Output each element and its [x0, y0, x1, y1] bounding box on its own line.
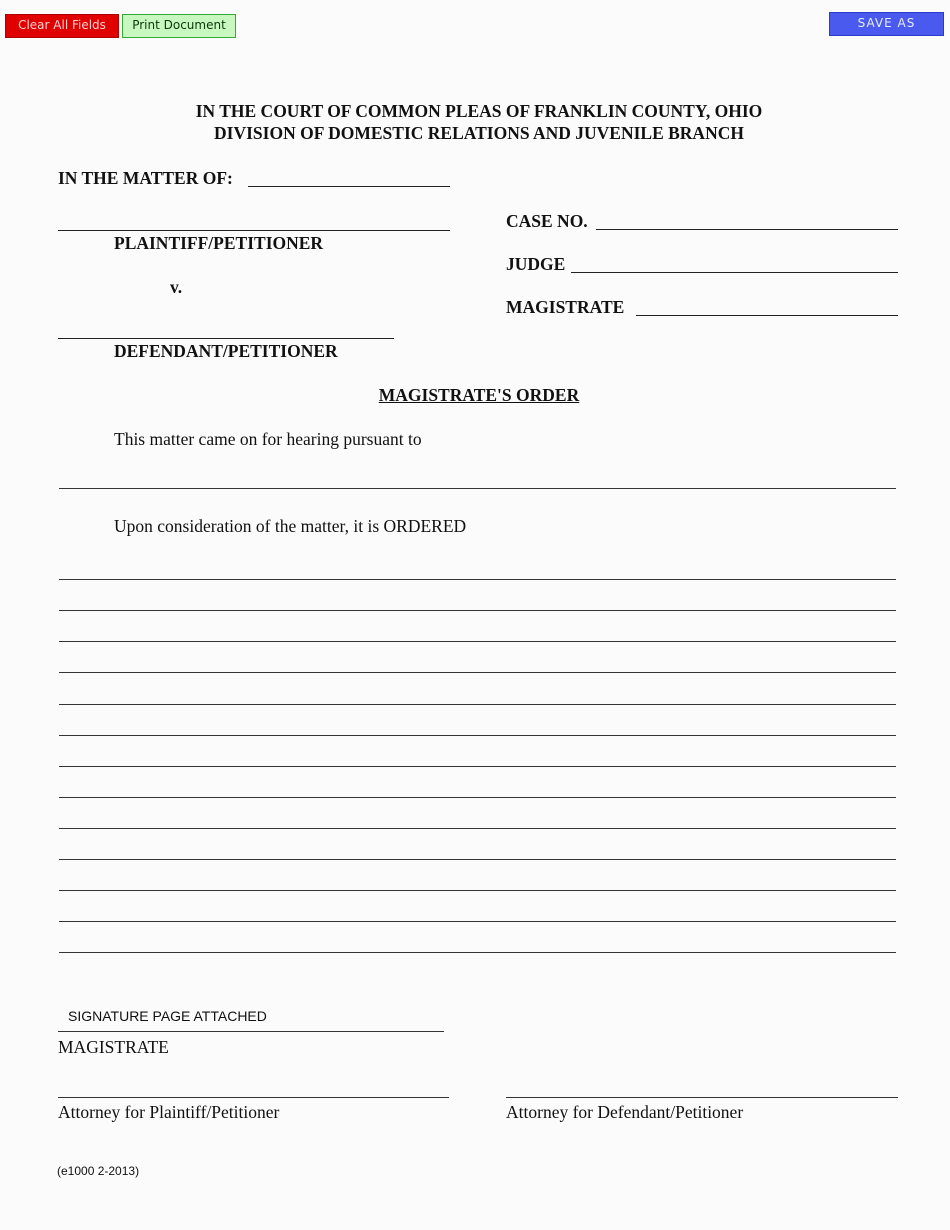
order-line	[59, 890, 896, 891]
judge-input[interactable]	[573, 254, 896, 272]
plaintiff-input[interactable]	[60, 212, 448, 230]
attorney-plaintiff-line	[58, 1097, 449, 1098]
order-line	[59, 704, 896, 705]
order-line	[59, 766, 896, 767]
case-no-input[interactable]	[598, 211, 896, 229]
attorney-plaintiff-label: Attorney for Plaintiff/Petitioner	[58, 1102, 280, 1122]
print-document-button[interactable]: Print Document	[122, 14, 236, 38]
form-code: (e1000 2-2013)	[57, 1164, 140, 1178]
order-line	[59, 735, 896, 736]
case-no-line	[596, 229, 898, 230]
order-line	[59, 921, 896, 922]
court-title: IN THE COURT OF COMMON PLEAS OF FRANKLIN COUNTY, OHIO	[195, 101, 763, 121]
defendant-line	[58, 338, 394, 339]
order-line	[59, 672, 896, 673]
order-line	[59, 859, 896, 860]
ordered-text: Upon consideration of the matter, it is ORDERED	[114, 516, 467, 536]
defendant-label: DEFENDANT/PETITIONER	[114, 341, 338, 361]
defendant-input[interactable]	[60, 320, 392, 338]
attorney-plaintiff-input[interactable]	[60, 1079, 446, 1097]
magistrate-line	[636, 315, 898, 316]
order-line	[59, 797, 896, 798]
attorney-defendant-label: Attorney for Defendant/Petitioner	[506, 1102, 744, 1122]
signature-note: SIGNATURE PAGE ATTACHED	[68, 1008, 267, 1024]
division-title: DIVISION OF DOMESTIC RELATIONS AND JUVENILE BRANCH	[214, 123, 744, 143]
case-no-label: CASE NO.	[506, 211, 588, 231]
order-line	[59, 579, 896, 580]
order-line	[59, 952, 896, 953]
save-as-button[interactable]: SAVE AS	[829, 12, 944, 36]
attorney-defendant-line	[506, 1097, 898, 1098]
matter-line	[248, 186, 450, 187]
order-line	[59, 828, 896, 829]
matter-label: IN THE MATTER OF:	[58, 168, 233, 188]
matter-input[interactable]	[250, 168, 450, 186]
order-line	[59, 641, 896, 642]
plaintiff-label: PLAINTIFF/PETITIONER	[114, 233, 324, 253]
magistrate-signature-line	[58, 1031, 444, 1032]
versus-label: v.	[170, 277, 183, 297]
hearing-text: This matter came on for hearing pursuant to	[114, 429, 422, 449]
magistrate-caption-label: MAGISTRATE	[506, 297, 625, 317]
plaintiff-line	[58, 230, 450, 231]
order-line	[59, 610, 896, 611]
hearing-input[interactable]	[60, 470, 894, 488]
hearing-line	[59, 488, 896, 489]
order-title: MAGISTRATE'S ORDER	[378, 385, 580, 405]
judge-label: JUDGE	[506, 254, 566, 274]
attorney-defendant-input[interactable]	[508, 1079, 896, 1097]
judge-line	[571, 272, 898, 273]
magistrate-input[interactable]	[638, 297, 896, 315]
clear-all-fields-button[interactable]: Clear All Fields	[5, 14, 119, 38]
magistrate-signature-label: MAGISTRATE	[58, 1037, 169, 1057]
